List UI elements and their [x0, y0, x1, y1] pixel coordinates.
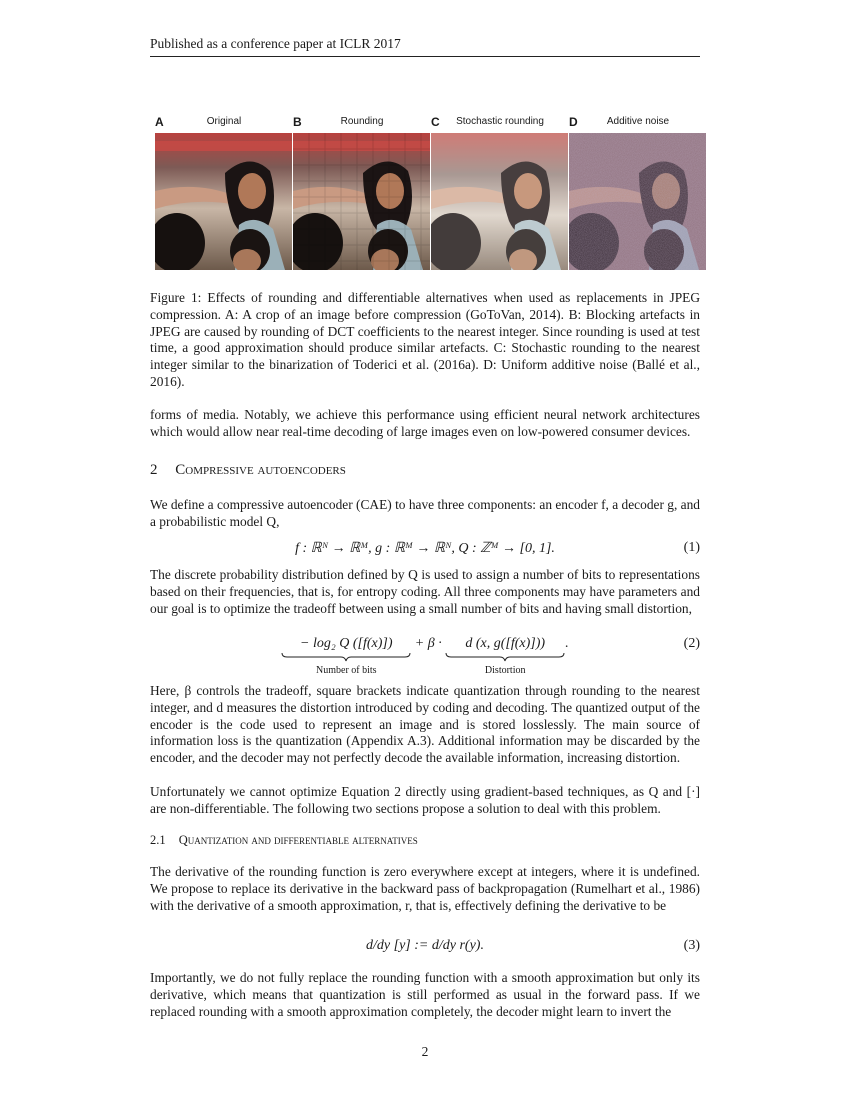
panel-letter-b: B — [293, 115, 302, 129]
underbrace-icon — [445, 652, 565, 662]
paragraph-derivative: The derivative of the rounding function is zero everywhere except at integers, where it is undefined. We propose to replace its derivative in the backward pass of backpropagation (Rumelhart et al., 1986) with the derivative of a smooth approximation, r, that is, effectively defining the derivative to be — [150, 864, 700, 913]
equation-1-number: (1) — [683, 540, 700, 555]
equation-2-tail: . — [565, 636, 569, 651]
equation-2-bits-term — [281, 636, 411, 678]
paragraph-intro: forms of media. Notably, we achieve this performance using efficient neural network architectures which would allow near real-time decoding of large images even on low-powered consumer devices. — [150, 407, 700, 439]
page-number: 2 — [421, 1044, 429, 1059]
equation-2-right: d (x, g([f(x)])) — [465, 636, 546, 651]
panel-label-stochastic: Stochastic rounding — [456, 116, 544, 127]
section-heading — [150, 462, 700, 479]
equation-2-middle: + β · — [411, 636, 446, 651]
photo-additive-noise — [569, 133, 706, 270]
equation-3 — [150, 938, 700, 954]
equation-2-number: (2) — [683, 636, 700, 651]
equation-1 — [150, 540, 700, 557]
equation-2-distortion-term — [445, 636, 565, 678]
paragraph-unfortunately: Unfortunately we cannot optimize Equation 2 directly using gradient-based techniques, as Q and [·] are non-differentiable. The following two sections propose a solution to deal with this problem. — [150, 784, 700, 816]
equation-3-body: d/dy [y] := d/dy r(y). — [366, 938, 484, 953]
figure-caption: Figure 1: Effects of rounding and differentiable alternatives when used as replacements in JPEG compression. A: A crop of an image before compression (GoToVan, 2014). B: Blocking artefacts in JPEG are caused by rounding of DCT coefficients to the nearest integer. Since rounding is used at test time, a good approximation should produce similar artefacts. C: Stochastic rounding to the nearest integer similar to the binarization of Toderici et al. (2016a). D: Uniform additive noise (Ballé et al., 2016). — [150, 290, 700, 389]
paragraph-define: We define a compressive autoencoder (CAE) to have three components: an encoder f, a decoder g, and a probabilistic model Q, — [150, 497, 700, 529]
subsection-title: Quantization and differentiable alternatives — [178, 833, 418, 847]
panel-label-rounding: Rounding — [340, 116, 384, 127]
photo-original — [155, 133, 292, 270]
equation-1-body: f : ℝᴺ → ℝᴹ, g : ℝᴹ → ℝᴺ, Q : ℤᴹ → [0, 1]. — [295, 541, 555, 556]
equation-2 — [150, 636, 700, 676]
section-title: Compressive autoencoders — [175, 462, 346, 478]
panel-label-original: Original — [206, 116, 242, 127]
running-header: Published as a conference paper at ICLR 2017 — [150, 36, 700, 57]
figure-panel-labels — [155, 115, 707, 131]
panel-letter-d: D — [569, 115, 578, 129]
paragraph-importantly: Importantly, we do not fully replace the rounding function with a smooth approximation but only its derivative, which means that quantization is still performed as usual in the forward pass. If we replaced rounding with a smooth approximation completely, the decoder might learn to invert the — [150, 970, 700, 1019]
photo-stochastic-rounding — [431, 133, 568, 270]
subsection-heading — [150, 833, 700, 848]
label-distortion: Distortion — [484, 665, 526, 676]
panel-letter-c: C — [431, 115, 440, 129]
section-number: 2 — [150, 462, 158, 478]
paragraph-here: Here, β controls the tradeoff, square brackets indicate quantization through rounding to the nearest integer, and d measures the distortion introduced by coding and decoding. The quantized output of the encoder is the code used to represent an image and is stored losslessly. The main source of information loss is the quantization (Appendix A.3). Additional information may be discarded by the encoder, and the decoder may not perfectly decode the available information, increasing distortion. — [150, 683, 700, 766]
label-number-of-bits: Number of bits — [316, 665, 377, 676]
equation-3-number: (3) — [683, 938, 700, 953]
figure-images — [155, 133, 707, 270]
panel-letter-a: A — [155, 115, 164, 129]
panel-label-additive: Additive noise — [606, 116, 670, 127]
paragraph-discrete: The discrete probability distribution defined by Q is used to assign a number of bits to representations based on their frequencies, that is, for entropy coding. All three components may have parameters and our goal is to optimize the tradeoff between using a small number of bits and having small distortion, — [150, 567, 700, 616]
subsection-number: 2.1 — [150, 833, 166, 847]
equation-2-left: − log₂ Q ([f(x)]) — [300, 636, 393, 651]
photo-rounding — [293, 133, 430, 270]
underbrace-icon — [281, 652, 411, 662]
